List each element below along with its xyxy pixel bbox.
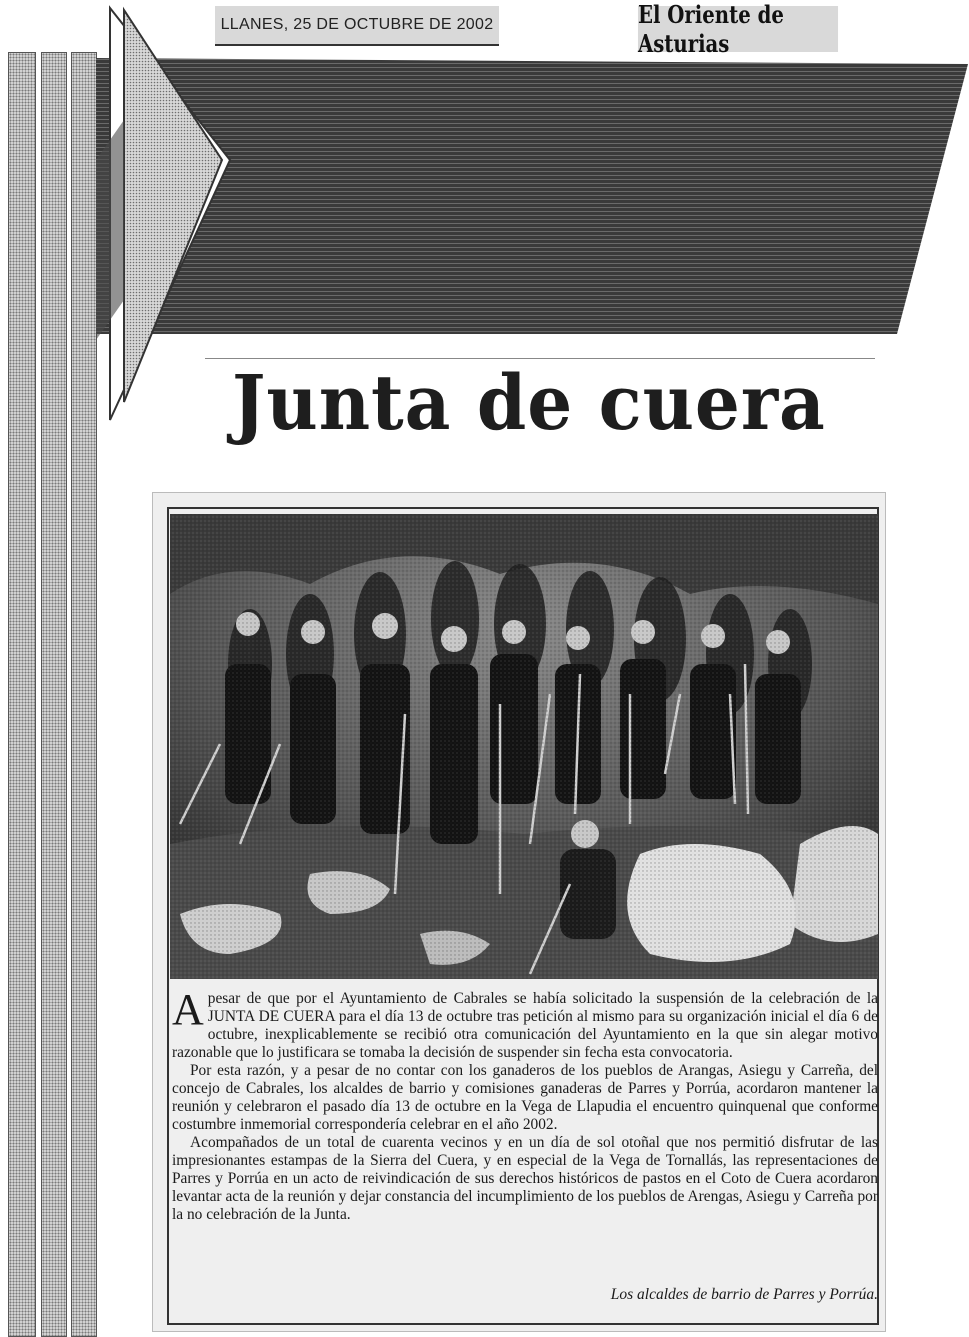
banner-dark-band	[96, 58, 968, 334]
article-paragraph-3: Acompañados de un total de cuarenta vecinos y en un día de sol otoñal que nos permitió disfrutar de las impresionantes estampas de la Sierra del Cuera, y en especial de la Vega de Tornallás, las representaciones de Parres y Porrúa en un acto de reivindicación de sus derechos históricos de pastos en el Coto de Cuera acordaron levantar acta de la reunión y dejar constancia del incumplimiento de los pueblos de Arengas, Asiegu y Carreña por la no celebración de la Junta.	[172, 1134, 878, 1223]
article-body	[172, 985, 878, 1280]
headline: Junta de cuera	[232, 358, 826, 447]
article-paragraph-1-text: pesar de que por el Ayuntamiento de Cabrales se había solicitado la suspensión de la celebración de la JUNTA DE CUERA para el día 13 de octubre tras petición al mismo para su organización inicial el día 6 de octubre, inexplicablemente se recibió otra comunicación del Ayuntamiento en la que sin alegar motivo razonable que lo justificara se tomaba la decisión de suspender sin fecha esta convocatoria.	[172, 990, 878, 1061]
article-paragraph-2: Por esta razón, y a pesar de no contar con los ganaderos de los pueblos de Arangas, Asiegu y Carreña, del concejo de Cabrales, los alcaldes de barrio y comisiones ganaderas de Parres y Porrúa, acordaron mantener la reunión y celebraron el pasado día 13 de octubre en la Vega de Llapudia el encuentro quinquenal que conforme costumbre inmemorial correspondería celebrar en el año 2002.	[172, 1062, 878, 1133]
drop-cap: A	[172, 985, 204, 1034]
newspaper-name: El Oriente de Asturias	[638, 6, 838, 52]
date-line: LLANES, 25 DE OCTUBRE DE 2002	[215, 6, 499, 46]
article-paragraph-1	[172, 985, 878, 1062]
article-signature: Los alcaldes de barrio de Parres y Porrúa.	[610, 1286, 878, 1303]
group-photo	[170, 514, 878, 979]
